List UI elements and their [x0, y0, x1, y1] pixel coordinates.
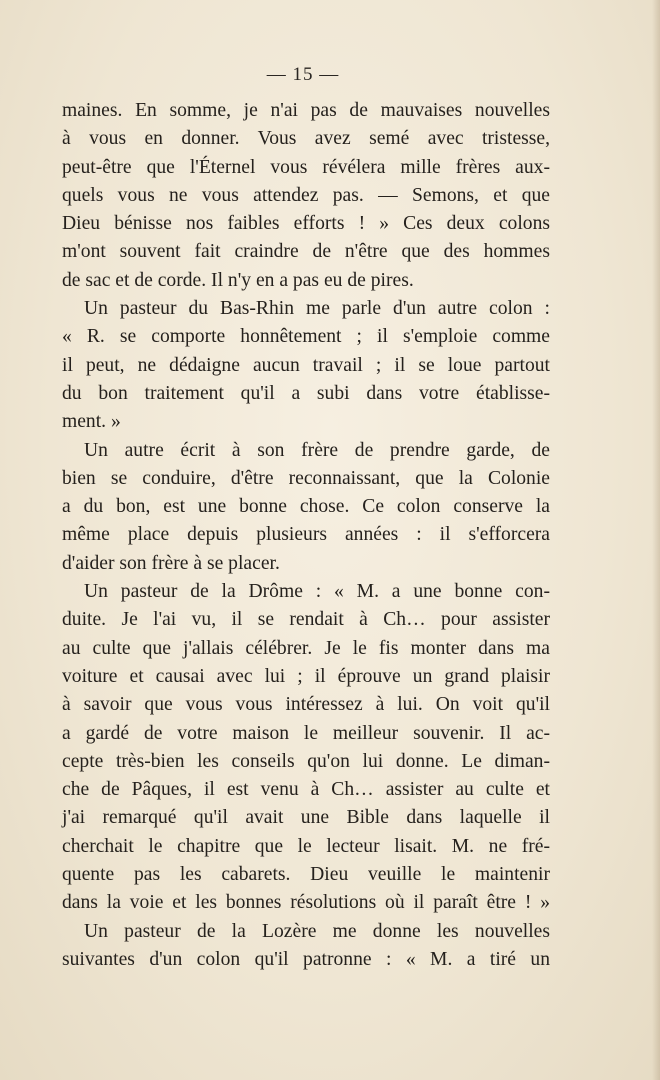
- text-line: à vous en donner. Vous avez semé avec tristesse,: [62, 128, 550, 150]
- text-line: quente pas les cabarets. Dieu veuille le maintenir: [62, 864, 550, 886]
- text-line: peut-être que l'Éternel vous révélera mille frères aux-: [62, 156, 550, 178]
- text-line: Dieu bénisse nos faibles efforts ! » Ces deux colons: [62, 213, 550, 235]
- page-number: — 15 —: [266, 64, 340, 85]
- text-line: quels vous ne vous attendez pas. — Semons, et que: [62, 184, 550, 206]
- text-line: che de Pâques, il est venu à Ch… assister au culte et: [62, 779, 550, 801]
- text-line: du bon traitement qu'il a subi dans votre établisse-: [62, 382, 550, 404]
- text-line: Un pasteur de la Lozère me donne les nouvelles: [84, 920, 550, 942]
- text-line: d'aider son frère à se placer.: [62, 552, 280, 574]
- text-line: maines. En somme, je n'ai pas de mauvaises nouvelles: [62, 100, 550, 121]
- text-line: de sac et de corde. Il n'y en a pas eu de pires.: [62, 269, 414, 291]
- text-line: cepte très-bien les conseils qu'on lui donne. Le diman-: [62, 750, 550, 772]
- text-line: voiture et causai avec lui ; il éprouve un grand plaisir: [62, 665, 550, 687]
- body-text: [62, 97, 550, 974]
- text-line: cherchait le chapitre que le lecteur lisait. M. ne fré-: [62, 835, 550, 857]
- text-line: duite. Je l'ai vu, il se rendait à Ch… pour assister: [62, 609, 550, 631]
- text-line: bien se conduire, d'être reconnaissant, que la Colonie: [62, 467, 550, 489]
- text-line: a gardé de votre maison le meilleur souvenir. Il ac-: [62, 722, 550, 744]
- text-line: j'ai remarqué qu'il avait une Bible dans laquelle il: [62, 807, 550, 829]
- text-line: Un pasteur du Bas-Rhin me parle d'un autre colon :: [84, 298, 550, 320]
- text-line: Un pasteur de la Drôme : « M. a une bonne con-: [84, 581, 550, 603]
- page-edge-shadow: [652, 0, 660, 1080]
- text-line: suivantes d'un colon qu'il patronne : « M. a tiré un: [62, 948, 550, 970]
- text-line: dans la voie et les bonnes résolutions où il paraît être ! »: [62, 892, 550, 914]
- text-line: « R. se comporte honnêtement ; il s'emploie comme: [62, 326, 550, 348]
- text-line: a du bon, est une bonne chose. Ce colon conserve la: [62, 496, 550, 518]
- text-line: il peut, ne dédaigne aucun travail ; il se loue partout: [62, 354, 550, 376]
- text-line: Un autre écrit à son frère de prendre garde, de: [84, 439, 550, 461]
- text-line: ment. »: [62, 411, 121, 433]
- text-line: au culte que j'allais célébrer. Je le fis monter dans ma: [62, 637, 550, 659]
- text-line: m'ont souvent fait craindre de n'être que des hommes: [62, 241, 550, 263]
- text-line: même place depuis plusieurs années : il s'efforcera: [62, 524, 550, 546]
- text-line: à savoir que vous vous intéressez à lui. On voit qu'il: [62, 694, 550, 716]
